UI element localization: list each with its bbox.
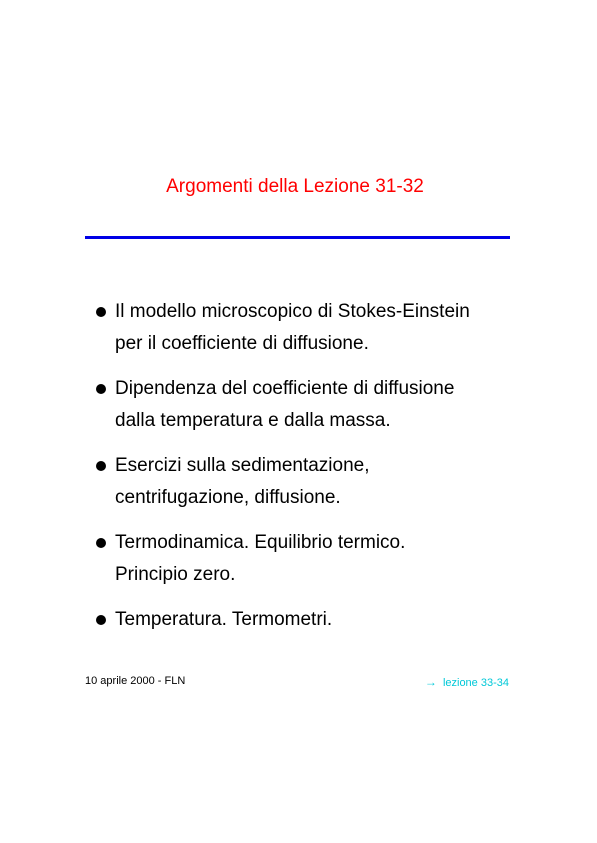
list-item-line: per il coefficiente di diffusione. bbox=[115, 333, 369, 354]
list-item bbox=[94, 373, 564, 437]
bullet-icon bbox=[96, 461, 106, 471]
list-item bbox=[94, 527, 564, 591]
next-lecture-label: lezione 33-34 bbox=[442, 677, 509, 689]
list-item-line: Dipendenza del coefficiente di diffusione bbox=[115, 378, 455, 399]
bullet-icon bbox=[96, 384, 106, 394]
next-lecture-link[interactable] bbox=[425, 675, 509, 689]
topic-list bbox=[94, 296, 564, 649]
right-arrow-icon: → bbox=[424, 675, 437, 689]
list-item-line: centrifugazione, diffusione. bbox=[115, 487, 341, 508]
list-item bbox=[94, 604, 564, 636]
list-item bbox=[94, 296, 564, 360]
list-item-line: Esercizi sulla sedimentazione, bbox=[115, 455, 370, 476]
title-divider bbox=[85, 236, 510, 239]
slide-title: Argomenti della Lezione 31-32 bbox=[166, 176, 424, 197]
bullet-icon bbox=[96, 307, 106, 317]
bullet-icon bbox=[96, 615, 106, 625]
footer-date-author: 10 aprile 2000 - FLN bbox=[85, 675, 186, 687]
list-item-line: Il modello microscopico di Stokes-Einstein bbox=[115, 301, 470, 322]
list-item-line: Temperatura. Termometri. bbox=[115, 609, 333, 630]
bullet-icon bbox=[96, 538, 106, 548]
list-item-line: dalla temperatura e dalla massa. bbox=[115, 410, 391, 431]
list-item bbox=[94, 450, 564, 514]
list-item-line: Termodinamica. Equilibrio termico. bbox=[115, 532, 406, 553]
list-item-line: Principio zero. bbox=[115, 564, 236, 585]
